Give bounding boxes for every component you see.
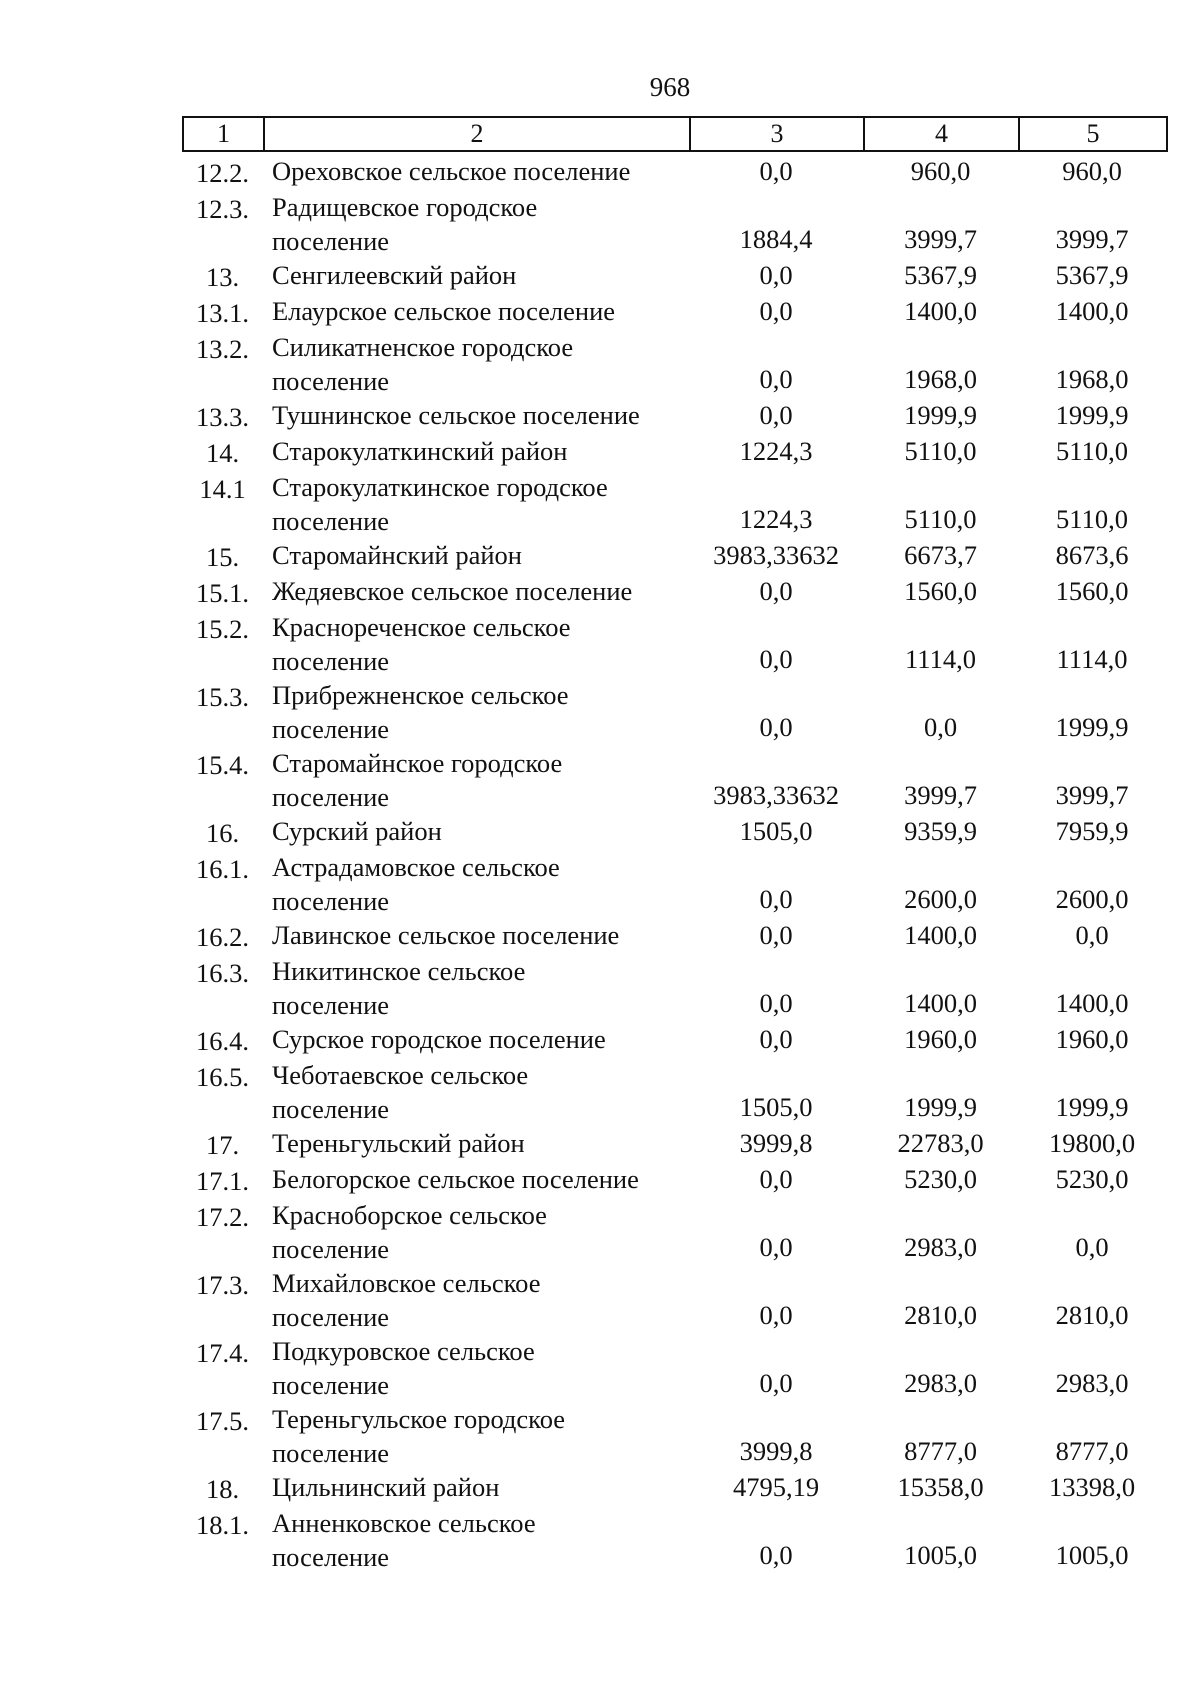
row-cell-col-3 [689,610,863,678]
header-col-1: 1 [183,117,264,151]
row-cell-col-4 [863,850,1018,918]
row-name [263,954,689,1022]
row-value-col-5: 5367,9 [1055,260,1129,290]
table-body [182,154,1166,1574]
row-name [263,398,689,434]
row-cell-col-4 [863,954,1018,1022]
table-row [182,398,1166,434]
row-number: 15.3. [196,682,249,712]
row-name [263,918,689,954]
row-cell-col-3 [689,398,863,434]
row-name-line: Старокулаткинский район [272,436,568,466]
row-cell-col-3 [689,538,863,574]
row-name [263,814,689,850]
table-row [182,330,1166,398]
row-name [263,1506,689,1574]
row-name-line: Красноборское сельское [272,1200,547,1230]
row-name-line: поселение [272,1094,390,1124]
row-name [263,610,689,678]
row-name-line: Тереньгульское городское [272,1404,566,1434]
row-value-col-3: 0,0 [759,920,793,950]
row-cell-col-5 [1018,574,1166,610]
row-name [263,678,689,746]
row-name [263,1470,689,1506]
row-cell-col-4 [863,1058,1018,1126]
row-value-col-3: 1224,3 [739,504,813,534]
row-cell-col-3 [689,1470,863,1506]
row-name-line: Тушнинское сельское поселение [272,400,640,430]
row-value-col-3: 1224,3 [739,436,813,466]
table-row [182,678,1166,746]
row-value-col-4: 1114,0 [905,644,976,674]
row-cell-col-4 [863,1022,1018,1058]
row-value-col-3: 3999,8 [739,1436,813,1466]
row-cell-col-3 [689,294,863,330]
row-cell-col-4 [863,610,1018,678]
row-value-col-4: 1400,0 [904,988,977,1018]
row-cell-col-3 [689,1266,863,1334]
row-value-col-4: 3999,7 [904,780,977,810]
row-name [263,294,689,330]
row-cell-col-3 [689,954,863,1022]
table-row [182,574,1166,610]
row-name-line: Жедяевское сельское поселение [272,576,633,606]
row-name [263,574,689,610]
row-number: 15.1. [196,578,249,608]
row-cell-col-3 [689,1402,863,1470]
row-cell-col-4 [863,1126,1018,1162]
row-cell-col-5 [1018,678,1166,746]
row-number: 16.2. [196,922,249,952]
row-cell-col-5 [1018,610,1166,678]
row-name [263,1022,689,1058]
row-name-line: поселение [272,886,390,916]
row-cell-col-4 [863,434,1018,470]
row-value-col-4: 5367,9 [904,260,977,290]
row-value-col-4: 1400,0 [904,920,977,950]
row-cell-col-3 [689,1058,863,1126]
row-cell-col-3 [689,154,863,190]
row-value-col-5: 1999,9 [1055,1092,1129,1122]
table-row [182,1506,1166,1574]
row-value-col-3: 0,0 [759,884,793,914]
row-cell-col-3 [689,330,863,398]
row-value-col-4: 5110,0 [904,504,977,534]
row-value-col-5: 0,0 [1075,920,1109,950]
row-value-col-5: 1960,0 [1055,1024,1129,1054]
row-cell-col-5 [1018,850,1166,918]
row-value-col-5: 2983,0 [1055,1368,1129,1398]
row-value-col-5: 1400,0 [1055,988,1129,1018]
page-number: 968 [649,72,691,102]
table-row [182,918,1166,954]
row-name [263,850,689,918]
row-value-col-3: 0,0 [759,988,793,1018]
row-value-col-4: 15358,0 [897,1472,984,1502]
row-cell-col-3 [689,918,863,954]
row-value-col-3: 1505,0 [739,816,813,846]
row-name-line: поселение [272,714,390,744]
row-name-line: поселение [272,1234,390,1264]
row-cell-col-4 [863,1402,1018,1470]
header-col-2: 2 [264,117,690,151]
row-value-col-3: 1884,4 [739,224,813,254]
row-name-line: поселение [272,1438,390,1468]
row-value-col-5: 0,0 [1075,1232,1109,1262]
row-name-line: Сурское городское поселение [272,1024,606,1054]
row-cell-col-4 [863,1470,1018,1506]
row-number: 15.4. [196,750,249,780]
row-name-line: поселение [272,506,390,536]
row-name-line: Чеботаевское сельское [272,1060,529,1090]
table-row [182,190,1166,258]
row-cell-col-4 [863,398,1018,434]
row-number: 17.4. [196,1338,249,1368]
row-value-col-3: 3999,8 [739,1128,813,1158]
row-cell-col-3 [689,678,863,746]
row-name [263,538,689,574]
row-cell-col-4 [863,574,1018,610]
row-cell-col-3 [689,258,863,294]
row-value-col-3: 0,0 [759,1232,793,1262]
table-row [182,470,1166,538]
row-name [263,1126,689,1162]
row-value-col-4: 1968,0 [904,364,977,394]
row-number: 17.1. [196,1166,249,1196]
table-row [182,1470,1166,1506]
row-number: 13. [205,262,240,292]
row-name [263,190,689,258]
row-value-col-3: 0,0 [759,364,793,394]
row-name [263,1334,689,1402]
row-value-col-3: 0,0 [759,400,793,430]
row-value-col-5: 13398,0 [1048,1472,1136,1502]
row-name-line: Михайловское сельское [272,1268,541,1298]
row-cell-col-4 [863,814,1018,850]
row-name-line: Анненковское сельское [272,1508,536,1538]
row-cell-col-4 [863,330,1018,398]
row-number: 13.1. [196,298,249,328]
row-name-line: поселение [272,1542,390,1572]
row-number: 17.5. [196,1406,249,1436]
row-name-line: Сурский район [272,816,442,846]
row-name-line: Лавинское сельское поселение [272,920,620,950]
row-value-col-3: 0,0 [759,1164,793,1194]
row-cell-col-5 [1018,1126,1166,1162]
table-row [182,610,1166,678]
row-cell-col-3 [689,190,863,258]
row-value-col-4: 2810,0 [904,1300,977,1330]
row-value-col-5: 1999,9 [1055,712,1129,742]
table-row [182,1022,1166,1058]
row-cell-col-5 [1018,954,1166,1022]
row-number: 17.3. [196,1270,249,1300]
row-name-line: поселение [272,366,390,396]
row-value-col-3: 0,0 [759,644,793,674]
row-name-line: поселение [272,226,390,256]
row-cell-col-3 [689,1126,863,1162]
row-cell-col-5 [1018,918,1166,954]
row-value-col-5: 19800,0 [1048,1128,1136,1158]
row-name-line: поселение [272,990,390,1020]
row-cell-col-5 [1018,434,1166,470]
row-value-col-4: 8777,0 [904,1436,977,1466]
row-name [263,1266,689,1334]
header-col-3: 3 [690,117,864,151]
row-value-col-5: 2600,0 [1055,884,1129,914]
row-value-col-4: 6673,7 [904,540,977,570]
row-cell-col-3 [689,1334,863,1402]
row-value-col-5: 3999,7 [1055,224,1129,254]
row-cell-col-5 [1018,258,1166,294]
row-value-col-4: 2983,0 [904,1368,977,1398]
row-name-line: поселение [272,1370,390,1400]
row-number: 16.3. [196,958,249,988]
row-value-col-4: 5230,0 [904,1164,977,1194]
table-row [182,1266,1166,1334]
row-number: 16.1. [196,854,249,884]
row-number: 18.1. [196,1510,249,1540]
row-value-col-4: 3999,7 [904,224,977,254]
row-value-col-3: 1505,0 [739,1092,813,1122]
row-cell-col-5 [1018,1022,1166,1058]
row-name [263,258,689,294]
table-row [182,434,1166,470]
row-number: 15.2. [196,614,249,644]
row-value-col-3: 0,0 [759,1300,793,1330]
row-cell-col-4 [863,154,1018,190]
row-cell-col-4 [863,918,1018,954]
table-row [182,850,1166,918]
row-cell-col-5 [1018,538,1166,574]
table-row [182,814,1166,850]
row-value-col-5: 1114,0 [1056,644,1128,674]
row-name [263,330,689,398]
row-cell-col-5 [1018,1266,1166,1334]
row-name-line: Старомайнское городское [272,748,563,778]
row-value-col-5: 1005,0 [1055,1540,1129,1570]
row-name [263,1198,689,1266]
row-value-col-3: 0,0 [759,576,793,606]
row-value-col-3: 0,0 [759,1540,793,1570]
row-cell-col-3 [689,1506,863,1574]
table-row [182,538,1166,574]
row-name-line: Елаурское сельское поселение [272,296,616,326]
row-cell-col-3 [689,1162,863,1198]
row-value-col-4: 5110,0 [904,436,977,466]
header-col-4: 4 [864,117,1019,151]
row-name [263,1162,689,1198]
row-name [263,470,689,538]
row-number: 13.2. [196,334,249,364]
row-cell-col-4 [863,1162,1018,1198]
row-value-col-4: 1999,9 [904,400,977,430]
row-value-col-3: 0,0 [759,156,793,186]
row-number: 16.4. [196,1026,249,1056]
row-name-line: поселение [272,1302,390,1332]
row-value-col-3: 4795,19 [732,1472,820,1502]
table-row [182,258,1166,294]
header-col-5: 5 [1019,117,1167,151]
row-name-line: Белогорское сельское поселение [272,1164,639,1194]
table-row [182,1058,1166,1126]
row-cell-col-5 [1018,1162,1166,1198]
row-value-col-4: 9359,9 [904,816,977,846]
row-value-col-5: 1999,9 [1055,400,1129,430]
row-value-col-3: 0,0 [759,296,793,326]
row-cell-col-5 [1018,1334,1166,1402]
row-value-col-5: 1968,0 [1055,364,1129,394]
row-value-col-4: 1005,0 [904,1540,977,1570]
row-value-col-4: 2600,0 [904,884,977,914]
row-name-line: Ореховское сельское поселение [272,156,631,186]
row-value-col-3: 0,0 [759,260,793,290]
row-name-line: Сенгилеевский район [272,260,517,290]
row-cell-col-4 [863,1198,1018,1266]
row-value-col-4: 22783,0 [897,1128,984,1158]
row-value-col-3: 3983,33632 [713,780,839,810]
row-name-line: Цильнинский район [272,1472,500,1502]
row-cell-col-3 [689,470,863,538]
row-value-col-5: 7959,9 [1055,816,1129,846]
row-cell-col-4 [863,1266,1018,1334]
row-name-line: Никитинское сельское [272,956,526,986]
row-cell-col-4 [863,470,1018,538]
table-header [182,116,1168,152]
row-cell-col-5 [1018,814,1166,850]
row-cell-col-5 [1018,330,1166,398]
row-number: 17.2. [196,1202,249,1232]
row-name-line: Старокулаткинское городское [272,472,608,502]
row-name-line: Радищевское городское [272,192,538,222]
row-cell-col-5 [1018,1402,1166,1470]
row-name-line: Силикатненское городское [272,332,574,362]
row-name-line: Краснореченское сельское [272,612,571,642]
row-name-line: Старомайнский район [272,540,522,570]
table-row [182,954,1166,1022]
row-cell-col-4 [863,258,1018,294]
row-name-line: Прибрежненское сельское [272,680,569,710]
row-value-col-5: 5110,0 [1056,436,1128,466]
row-number: 17. [205,1130,240,1160]
row-name-line: поселение [272,782,390,812]
row-name [263,1058,689,1126]
row-cell-col-5 [1018,1470,1166,1506]
row-value-col-5: 8673,6 [1055,540,1129,570]
row-cell-col-5 [1018,294,1166,330]
row-number: 12.2. [196,158,249,188]
row-cell-col-5 [1018,398,1166,434]
row-cell-col-4 [863,538,1018,574]
row-cell-col-5 [1018,470,1166,538]
row-cell-col-4 [863,190,1018,258]
row-cell-col-3 [689,434,863,470]
row-name [263,1402,689,1470]
row-value-col-4: 1960,0 [904,1024,977,1054]
row-value-col-5: 5230,0 [1055,1164,1129,1194]
row-value-col-5: 5110,0 [1056,504,1128,534]
row-name-line: Астрадамовское сельское [272,852,560,882]
row-value-col-4: 960,0 [910,156,971,186]
row-cell-col-3 [689,574,863,610]
row-cell-col-3 [689,746,863,814]
row-cell-col-3 [689,1198,863,1266]
row-cell-col-5 [1018,1506,1166,1574]
row-value-col-4: 2983,0 [904,1232,977,1262]
row-value-col-3: 3983,33632 [713,540,839,570]
row-cell-col-5 [1018,1058,1166,1126]
row-value-col-3: 0,0 [759,1368,793,1398]
row-value-col-5: 8777,0 [1055,1436,1129,1466]
row-cell-col-5 [1018,1198,1166,1266]
row-number: 15. [205,542,240,572]
row-value-col-5: 2810,0 [1055,1300,1129,1330]
row-number: 12.3. [196,194,249,224]
row-name-line: поселение [272,646,390,676]
row-cell-col-4 [863,678,1018,746]
row-name-line: Подкуровское сельское [272,1336,535,1366]
row-cell-col-3 [689,850,863,918]
row-name [263,746,689,814]
table-row [182,294,1166,330]
row-cell-col-3 [689,814,863,850]
row-number: 14. [205,438,240,468]
row-name [263,434,689,470]
table-row [182,1402,1166,1470]
row-value-col-4: 1400,0 [904,296,977,326]
row-cell-col-4 [863,294,1018,330]
row-value-col-5: 1560,0 [1055,576,1129,606]
row-number: 16. [205,818,240,848]
row-value-col-5: 3999,7 [1055,780,1129,810]
row-cell-col-5 [1018,190,1166,258]
row-value-col-4: 0,0 [923,712,958,742]
table-row [182,746,1166,814]
row-value-col-3: 0,0 [759,1024,793,1054]
table-row [182,1162,1166,1198]
row-value-col-4: 1999,9 [904,1092,977,1122]
row-value-col-5: 960,0 [1062,156,1122,186]
row-number: 14.1 [199,474,246,504]
row-cell-col-4 [863,1334,1018,1402]
row-name-line: Тереньгульский район [272,1128,525,1158]
table-row [182,1198,1166,1266]
table-row [182,154,1166,190]
row-cell-col-3 [689,1022,863,1058]
row-value-col-5: 1400,0 [1055,296,1129,326]
row-name [263,154,689,190]
row-value-col-4: 1560,0 [904,576,977,606]
row-cell-col-5 [1018,746,1166,814]
row-number: 13.3. [196,402,249,432]
table-row [182,1126,1166,1162]
row-number: 18. [205,1474,240,1504]
row-cell-col-4 [863,1506,1018,1574]
row-number: 16.5. [196,1062,249,1092]
table-row [182,1334,1166,1402]
row-cell-col-4 [863,746,1018,814]
row-cell-col-5 [1018,154,1166,190]
row-value-col-3: 0,0 [759,712,793,742]
